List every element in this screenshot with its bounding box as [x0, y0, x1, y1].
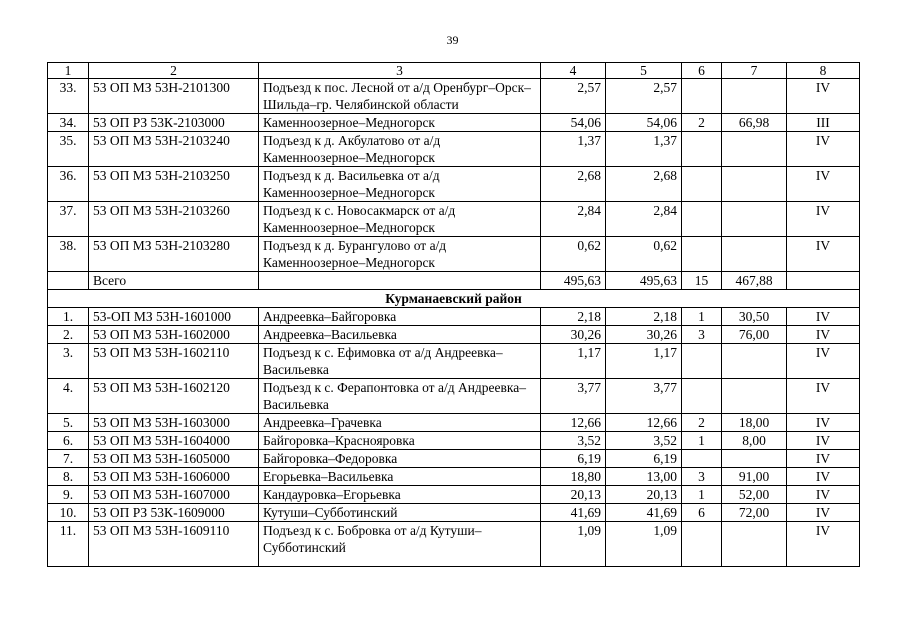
length-total: 1,37: [541, 132, 606, 167]
bridge-count: 1: [682, 486, 722, 504]
road-name: Кандауровка–Егорьевка: [259, 486, 541, 504]
total-blank: [787, 272, 860, 290]
bridge-count: [682, 79, 722, 114]
bridge-length: 52,00: [722, 486, 787, 504]
table-row: [48, 167, 860, 202]
road-code: 53 ОП МЗ 53Н-1604000: [89, 432, 259, 450]
road-category: IV: [787, 308, 860, 326]
road-code: 53 ОП МЗ 53Н-2101300: [89, 79, 259, 114]
length-asphalt: 3,77: [606, 379, 682, 414]
total-blank: [48, 272, 89, 290]
total-label: Всего: [89, 272, 259, 290]
road-category: IV: [787, 486, 860, 504]
row-number: 36.: [48, 167, 89, 202]
bridge-count: [682, 167, 722, 202]
road-name: Андреевка–Грачевка: [259, 414, 541, 432]
road-name: Байгоровка–Федоровка: [259, 450, 541, 468]
section-row: [48, 290, 860, 308]
row-number: 5.: [48, 414, 89, 432]
road-category: IV: [787, 344, 860, 379]
table-row: [48, 504, 860, 522]
bridge-length: [722, 202, 787, 237]
bridge-count: [682, 344, 722, 379]
length-asphalt: 2,57: [606, 79, 682, 114]
table-row: [48, 522, 860, 567]
table-row: [48, 344, 860, 379]
bridge-length: [722, 522, 787, 567]
bridge-count: 3: [682, 468, 722, 486]
length-total: 6,19: [541, 450, 606, 468]
length-asphalt: 54,06: [606, 114, 682, 132]
bridge-length: 72,00: [722, 504, 787, 522]
road-code: 53 ОП МЗ 53Н-2103280: [89, 237, 259, 272]
roads-table: [47, 62, 860, 567]
row-number: 33.: [48, 79, 89, 114]
bridge-length: [722, 167, 787, 202]
row-number: 6.: [48, 432, 89, 450]
length-asphalt: 1,09: [606, 522, 682, 567]
header-cell: 8: [787, 63, 860, 79]
bridge-count: 6: [682, 504, 722, 522]
road-category: IV: [787, 379, 860, 414]
table-row: [48, 468, 860, 486]
page-number: 39: [446, 33, 459, 47]
length-total: 12,66: [541, 414, 606, 432]
row-number: 10.: [48, 504, 89, 522]
table-row: [48, 414, 860, 432]
row-number: 2.: [48, 326, 89, 344]
row-number: 7.: [48, 450, 89, 468]
row-number: 34.: [48, 114, 89, 132]
road-code: 53-ОП МЗ 53Н-1601000: [89, 308, 259, 326]
bridge-count: [682, 522, 722, 567]
bridge-length: [722, 344, 787, 379]
length-asphalt: 12,66: [606, 414, 682, 432]
bridge-count: [682, 379, 722, 414]
road-code: 53 ОП МЗ 53Н-1609110: [89, 522, 259, 567]
header-row: [48, 63, 860, 79]
total-bridge-length: 467,88: [722, 272, 787, 290]
header-cell: 5: [606, 63, 682, 79]
bridge-length: 66,98: [722, 114, 787, 132]
bridge-count: 1: [682, 308, 722, 326]
row-number: 9.: [48, 486, 89, 504]
road-name: Байгоровка–Краснояровка: [259, 432, 541, 450]
road-code: 53 ОП МЗ 53Н-1605000: [89, 450, 259, 468]
road-name: Андреевка–Байгоровка: [259, 308, 541, 326]
road-name: Подъезд к пос. Лесной от а/д Оренбург–Орск–Шильда–гр. Челябинской области: [259, 79, 541, 114]
road-code: 53 ОП МЗ 53Н-2103250: [89, 167, 259, 202]
length-asphalt: 1,17: [606, 344, 682, 379]
header-cell: 3: [259, 63, 541, 79]
bridge-length: 8,00: [722, 432, 787, 450]
length-asphalt: 3,52: [606, 432, 682, 450]
bridge-length: 91,00: [722, 468, 787, 486]
length-total: 0,62: [541, 237, 606, 272]
road-code: 53 ОП МЗ 53Н-1603000: [89, 414, 259, 432]
road-category: IV: [787, 237, 860, 272]
length-asphalt: 1,37: [606, 132, 682, 167]
table-row: [48, 202, 860, 237]
road-code: 53 ОП МЗ 53Н-2103260: [89, 202, 259, 237]
road-name: Подъезд к с. Ефимовка от а/д Андреевка–Васильевка: [259, 344, 541, 379]
bridge-count: 1: [682, 432, 722, 450]
length-asphalt: 30,26: [606, 326, 682, 344]
total-asphalt: 495,63: [606, 272, 682, 290]
row-number: 38.: [48, 237, 89, 272]
length-asphalt: 2,18: [606, 308, 682, 326]
road-name: Подъезд к д. Акбулатово от а/д Каменноозерное–Медногорск: [259, 132, 541, 167]
bridge-count: [682, 132, 722, 167]
bridge-count: 2: [682, 114, 722, 132]
road-code: 53 ОП МЗ 53Н-1606000: [89, 468, 259, 486]
road-name: Каменноозерное–Медногорск: [259, 114, 541, 132]
length-total: 1,17: [541, 344, 606, 379]
road-category: III: [787, 114, 860, 132]
length-total: 3,77: [541, 379, 606, 414]
length-total: 2,18: [541, 308, 606, 326]
length-asphalt: 20,13: [606, 486, 682, 504]
road-code: 53 ОП МЗ 53Н-1602000: [89, 326, 259, 344]
bridge-count: 2: [682, 414, 722, 432]
bridge-count: [682, 202, 722, 237]
road-code: 53 ОП РЗ 53К-1609000: [89, 504, 259, 522]
road-category: IV: [787, 132, 860, 167]
length-total: 1,09: [541, 522, 606, 567]
bridge-length: [722, 237, 787, 272]
total-blank: [259, 272, 541, 290]
total-bridge-count: 15: [682, 272, 722, 290]
road-category: IV: [787, 432, 860, 450]
length-asphalt: 0,62: [606, 237, 682, 272]
header-cell: 6: [682, 63, 722, 79]
length-total: 20,13: [541, 486, 606, 504]
road-name: Подъезд к с. Бобровка от а/д Кутуши–Субботинский: [259, 522, 541, 567]
road-code: 53 ОП МЗ 53Н-2103240: [89, 132, 259, 167]
road-name: Кутуши–Субботинский: [259, 504, 541, 522]
length-total: 41,69: [541, 504, 606, 522]
header-cell: 7: [722, 63, 787, 79]
bridge-length: 76,00: [722, 326, 787, 344]
road-category: IV: [787, 202, 860, 237]
road-category: IV: [787, 79, 860, 114]
road-category: IV: [787, 522, 860, 567]
row-number: 11.: [48, 522, 89, 567]
total-row: [48, 272, 860, 290]
table-row: [48, 379, 860, 414]
road-code: 53 ОП МЗ 53Н-1607000: [89, 486, 259, 504]
road-name: Андреевка–Васильевка: [259, 326, 541, 344]
bridge-count: [682, 237, 722, 272]
road-category: IV: [787, 414, 860, 432]
total-length: 495,63: [541, 272, 606, 290]
road-code: 53 ОП МЗ 53Н-1602120: [89, 379, 259, 414]
header-cell: 2: [89, 63, 259, 79]
bridge-length: 18,00: [722, 414, 787, 432]
table-row: [48, 132, 860, 167]
table-row: [48, 114, 860, 132]
length-asphalt: 6,19: [606, 450, 682, 468]
table-row: [48, 432, 860, 450]
section-title: Курманаевский район: [48, 290, 860, 308]
header-cell: 1: [48, 63, 89, 79]
row-number: 4.: [48, 379, 89, 414]
table-row: [48, 79, 860, 114]
road-category: IV: [787, 167, 860, 202]
bridge-length: 30,50: [722, 308, 787, 326]
road-name: Егорьевка–Васильевка: [259, 468, 541, 486]
table-row: [48, 308, 860, 326]
row-number: 8.: [48, 468, 89, 486]
row-number: 3.: [48, 344, 89, 379]
length-total: 18,80: [541, 468, 606, 486]
road-code: 53 ОП РЗ 53К-2103000: [89, 114, 259, 132]
row-number: 1.: [48, 308, 89, 326]
bridge-count: 3: [682, 326, 722, 344]
length-total: 3,52: [541, 432, 606, 450]
bridge-count: [682, 450, 722, 468]
road-name: Подъезд к с. Новосакмарск от а/д Каменноозерное–Медногорск: [259, 202, 541, 237]
length-asphalt: 2,68: [606, 167, 682, 202]
road-category: IV: [787, 450, 860, 468]
table-row: [48, 326, 860, 344]
length-total: 30,26: [541, 326, 606, 344]
row-number: 37.: [48, 202, 89, 237]
length-asphalt: 41,69: [606, 504, 682, 522]
road-code: 53 ОП МЗ 53Н-1602110: [89, 344, 259, 379]
length-total: 54,06: [541, 114, 606, 132]
road-name: Подъезд к д. Бурангулово от а/д Каменноозерное–Медногорск: [259, 237, 541, 272]
road-category: IV: [787, 504, 860, 522]
table-row: [48, 486, 860, 504]
road-name: Подъезд к д. Васильевка от а/д Каменноозерное–Медногорск: [259, 167, 541, 202]
table-row: [48, 237, 860, 272]
length-total: 2,68: [541, 167, 606, 202]
table-row: [48, 450, 860, 468]
header-cell: 4: [541, 63, 606, 79]
length-asphalt: 13,00: [606, 468, 682, 486]
bridge-length: [722, 379, 787, 414]
bridge-length: [722, 79, 787, 114]
bridge-length: [722, 132, 787, 167]
road-category: IV: [787, 326, 860, 344]
row-number: 35.: [48, 132, 89, 167]
bridge-length: [722, 450, 787, 468]
road-category: IV: [787, 468, 860, 486]
road-name: Подъезд к с. Ферапонтовка от а/д Андреевка–Васильевка: [259, 379, 541, 414]
length-total: 2,84: [541, 202, 606, 237]
length-total: 2,57: [541, 79, 606, 114]
length-asphalt: 2,84: [606, 202, 682, 237]
